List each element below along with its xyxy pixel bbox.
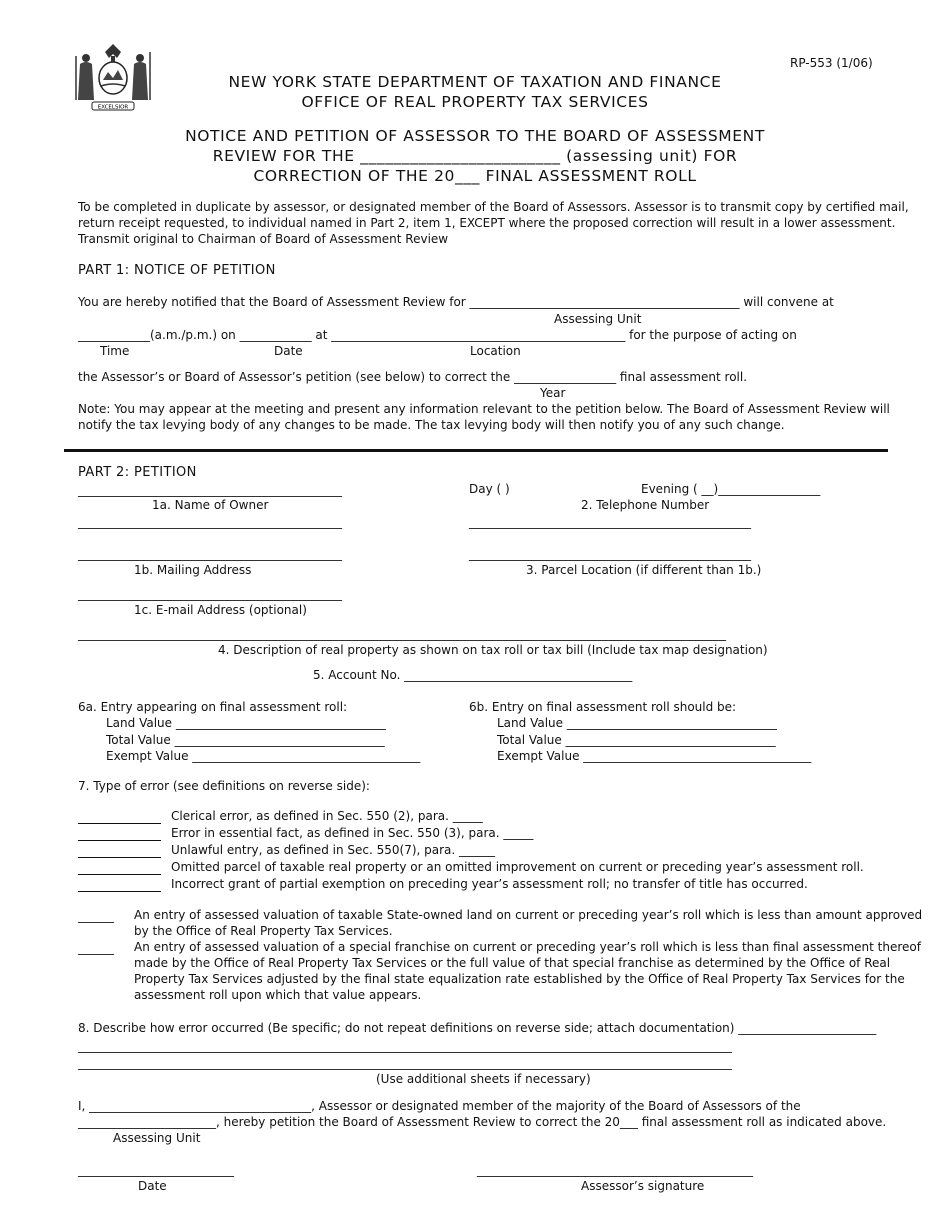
mailing-address-field[interactable]: ____________________________________________ — [78, 515, 342, 529]
land-value-a[interactable]: Land Value ___________________________________ — [106, 716, 386, 730]
total-value-b[interactable]: Total Value ___________________________________ — [497, 733, 776, 747]
error-checkbox-line[interactable] — [78, 823, 161, 824]
telephone-label: 2. Telephone Number — [581, 498, 710, 512]
date-label: Date — [274, 344, 303, 358]
franchise-text: assessment roll upon which that value appears. — [134, 988, 422, 1002]
describe-error-line[interactable]: _____________________________________________________________________________________________________________ — [78, 1056, 732, 1070]
petition-statement-line1[interactable]: I, _____________________________________, Assessor or designated member of the majority of the Board of Assessors of the — [78, 1099, 801, 1113]
exempt-value-b[interactable]: Exempt Value ______________________________________ — [497, 749, 812, 763]
property-description-label: 4. Description of real property as shown on tax roll or tax bill (Include tax map designation) — [218, 643, 768, 657]
franchise-text: An entry of assessed valuation of a special franchise on current or preceding year’s roll which is less than final assessment thereof — [134, 940, 921, 954]
note-line2: notify the tax levying body of any changes to be made. The tax levying body will then notify you of any such change. — [78, 418, 785, 432]
mailing-address-label: 1b. Mailing Address — [134, 563, 252, 577]
part1-year-row: the Assessor’s or Board of Assessor’s petition (see below) to correct the _________________ final assessment roll. — [78, 370, 748, 384]
owner-name-label: 1a. Name of Owner — [152, 498, 269, 512]
part1-notice-row: You are hereby notified that the Board of Assessment Review for _____________________________________________ will convene at — [78, 295, 834, 309]
part1-time-date-row: ____________(a.m./p.m.) on ____________ at _________________________________________________ for the purpose of acting on — [78, 328, 797, 342]
year-label: Year — [540, 386, 566, 400]
form-title-line2: REVIEW FOR THE ________________________ (assessing unit) FOR — [212, 147, 738, 165]
date-field[interactable]: __________________________ — [78, 1163, 234, 1177]
total-value-a[interactable]: Total Value ___________________________________ — [106, 733, 385, 747]
error-checkbox-line[interactable] — [78, 891, 161, 892]
day-phone-label[interactable]: Day ( ) — [469, 482, 510, 496]
location-label: Location — [470, 344, 521, 358]
date-label: Date — [138, 1179, 167, 1193]
note-line1: Note: You may appear at the meeting and present any information relevant to the petition below. The Board of Assessment Review will — [78, 402, 890, 416]
error-option: Unlawful entry, as defined in Sec. 550(7), para. ______ — [171, 843, 496, 857]
entry-6a-label: 6a. Entry appearing on final assessment roll: — [78, 700, 348, 714]
office-name: OFFICE OF REAL PROPERTY TAX SERVICES — [301, 93, 649, 111]
email-field[interactable]: ____________________________________________ — [78, 587, 342, 601]
form-title-line3: CORRECTION OF THE 20___ FINAL ASSESSMENT ROLL — [253, 167, 697, 185]
instructions-line2: return receipt requested, to individual named in Part 2, item 1, EXCEPT where the proposed correction will result in a lower assessment. — [78, 216, 896, 230]
state-land-text: An entry of assessed valuation of taxable State-owned land on current or preceding year’s roll which is less than amount approved — [134, 908, 923, 922]
evening-phone-label[interactable]: Evening ( __)_________________ — [641, 482, 821, 496]
error-checkbox-line[interactable] — [78, 840, 161, 841]
state-land-blank[interactable]: ______ — [78, 909, 114, 923]
petition-statement-line2[interactable]: _______________________, hereby petition the Board of Assessment Review to correct the 20___ final assessment roll as indicated above. — [78, 1115, 887, 1129]
franchise-text: made by the Office of Real Property Tax Services or the full value of that special franchise as determined by the Office of Real — [134, 956, 891, 970]
entry-6b-label: 6b. Entry on final assessment roll should be: — [469, 700, 737, 714]
land-value-b[interactable]: Land Value ___________________________________ — [497, 716, 777, 730]
type-of-error-label: 7. Type of error (see definitions on reverse side): — [78, 779, 370, 793]
error-option: Omitted parcel of taxable real property or an omitted improvement on current or preceding year’s assessment roll. — [171, 860, 864, 874]
parcel-location-label: 3. Parcel Location (if different than 1b.) — [526, 563, 762, 577]
part1-heading: PART 1: NOTICE OF PETITION — [78, 263, 276, 278]
email-label: 1c. E-mail Address (optional) — [134, 603, 307, 617]
exempt-value-a[interactable]: Exempt Value ______________________________________ — [106, 749, 421, 763]
franchise-blank[interactable]: ______ — [78, 941, 114, 955]
owner-name-field[interactable]: ____________________________________________ — [78, 483, 342, 497]
form-number: RP-553 (1/06) — [790, 56, 873, 70]
seal-motto: EXCELSIOR — [97, 104, 129, 111]
assessing-unit-label: Assessing Unit — [554, 312, 642, 326]
error-checkbox-line[interactable] — [78, 874, 161, 875]
error-option: Clerical error, as defined in Sec. 550 (2), para. _____ — [171, 809, 483, 823]
franchise-text: Property Tax Services adjusted by the final state equalization rate established by the Office of Real Property Tax Services for the — [134, 972, 905, 986]
department-name: NEW YORK STATE DEPARTMENT OF TAXATION AND FINANCE — [228, 73, 722, 91]
describe-error-field[interactable]: 8. Describe how error occurred (Be specific; do not repeat definitions on reverse side; attach documentation) _______________________ — [78, 1021, 877, 1035]
instructions-line3: Transmit original to Chairman of Board of Assessment Review — [78, 232, 449, 246]
form-title-line1: NOTICE AND PETITION OF ASSESSOR TO THE BOARD OF ASSESSMENT — [185, 127, 765, 145]
time-label: Time — [100, 344, 130, 358]
part2-heading: PART 2: PETITION — [78, 465, 197, 480]
section-divider — [64, 449, 888, 452]
error-option: Error in essential fact, as defined in Sec. 550 (3), para. _____ — [171, 826, 534, 840]
additional-sheets-note: (Use additional sheets if necessary) — [376, 1072, 591, 1086]
account-number-field[interactable]: 5. Account No. ______________________________________ — [313, 668, 633, 682]
state-land-text: by the Office of Real Property Tax Services. — [134, 924, 393, 938]
instructions-line1: To be completed in duplicate by assessor, or designated member of the Board of Assessors. Assessor is to transmit copy by certified mail, — [78, 200, 909, 214]
property-description-field[interactable]: ____________________________________________________________________________________________________________ — [78, 627, 726, 641]
parcel-location-field-2[interactable]: _______________________________________________ — [469, 547, 751, 561]
signature-label: Assessor’s signature — [581, 1179, 705, 1193]
error-checkbox-line[interactable] — [78, 857, 161, 858]
assessing-unit-label: Assessing Unit — [113, 1131, 201, 1145]
mailing-address-field-2[interactable]: ____________________________________________ — [78, 547, 342, 561]
signature-field[interactable]: ______________________________________________ — [477, 1163, 753, 1177]
parcel-location-field[interactable]: _______________________________________________ — [469, 515, 751, 529]
error-option: Incorrect grant of partial exemption on preceding year’s assessment roll; no transfer of title has occurred. — [171, 877, 808, 891]
describe-error-line[interactable]: _____________________________________________________________________________________________________________ — [78, 1039, 732, 1053]
